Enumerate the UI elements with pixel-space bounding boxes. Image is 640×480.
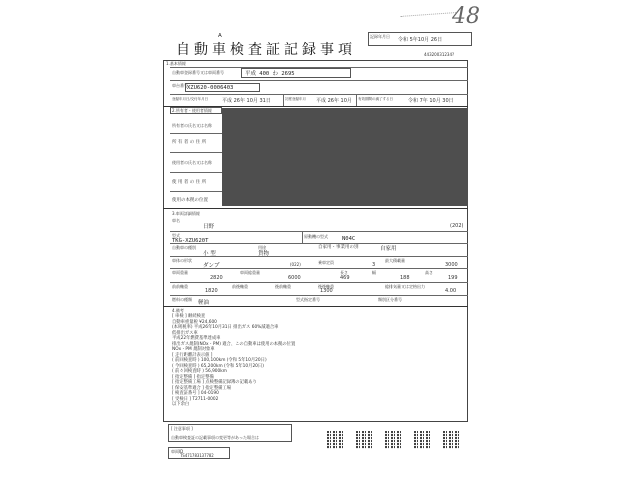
remarks-line: ( 前回検査時 ) 100,100km (令和 5年10月20日) (172, 358, 267, 363)
body: ダンプ (203, 263, 220, 269)
divider (356, 94, 357, 106)
class-no-label: 類別区分番号 (378, 297, 402, 302)
first-year-label: 初度登録年月 (285, 97, 306, 101)
gross-label: 車両総重量 (240, 270, 260, 275)
section-owner-tag (170, 107, 222, 114)
owner-name-label: 所有者の氏名又は名称 (172, 123, 212, 128)
front-front-axle-label: 前前軸重 (172, 284, 188, 289)
divider (163, 306, 468, 307)
section-basic-label: 1.基本情報 (166, 61, 186, 66)
remarks-line: ( 今回検査時 ) 65,200km (令和 5年10月20日) (172, 363, 264, 369)
weight-label: 車両重量 (172, 270, 188, 275)
remarks-line: [ 検査証番号 ] 04-0190 (172, 391, 219, 396)
height: 199 (448, 275, 458, 281)
user-name-label: 使用者の氏名又は名称 (172, 160, 212, 165)
model-no-label: 型式指定番号 (296, 297, 320, 302)
qr-code (385, 431, 403, 449)
reg-number-label: 自動車登録番号又は車両番号 (172, 70, 224, 75)
capacity: 3 (372, 262, 376, 268)
rear-front-axle-label: 後前軸重 (275, 284, 291, 289)
body-code: (022) (290, 262, 301, 267)
fuel-label: 燃料の種類 (172, 297, 192, 302)
first-year: 平成 26年 10月 (316, 98, 352, 104)
first-reg-label: 登録年月日/交付年月日 (172, 97, 209, 101)
remarks-line: 排出ガス規制(NOx・PM) 適合、この自動車は使用の本拠の位置 (172, 341, 296, 347)
rear-rear-axle: 1300 (320, 288, 333, 294)
divider (170, 191, 222, 192)
owner-address-label: 所 有 者 の 住 所 (172, 140, 207, 145)
qr-code (327, 431, 345, 449)
length: 469 (340, 275, 350, 281)
type: 小 型 (203, 251, 216, 257)
rear-rear-axle-label: 後後軸重 (318, 284, 334, 289)
vin: XZU620-0006403 (187, 85, 234, 91)
displacement: 4.00 (445, 288, 457, 294)
remarks-line: (本則税率) 平成26年10月31日 排出ガス 60%減適合車 (172, 325, 279, 330)
remarks-line: NOx・PM 規制対象車 (172, 347, 215, 352)
expiry: 令和 7年 10月 30日 (408, 98, 454, 104)
front-rear-axle-label: 前後軸重 (232, 284, 248, 289)
section-remarks-label: 4.備考 (172, 308, 184, 313)
model-label: 型式 (172, 233, 180, 238)
qr-code (414, 431, 432, 449)
notice-text: 自動車検査証の記載事項の変更等があった場合は (171, 435, 259, 440)
front-front-axle: 1820 (205, 288, 218, 294)
purpose: 自家用 (380, 246, 397, 252)
length-label: 長さ (340, 270, 348, 275)
maxload-label: 最大積載量 (385, 258, 405, 263)
weight: 2820 (210, 275, 223, 281)
divider (170, 172, 222, 173)
use: 貨物 (258, 251, 270, 257)
redacted-owner-info (222, 108, 468, 206)
remarks-line: [ 保安基準適合 ] 指定整備工場 (172, 385, 232, 391)
width-label: 幅 (372, 270, 376, 275)
divider (302, 231, 303, 243)
divider (170, 133, 222, 134)
type-label: 自動車の種別 (172, 245, 196, 250)
body-label: 車体の形状 (172, 258, 192, 263)
divider (170, 231, 468, 232)
remarks-line: 平成22年燃費基準達成車 (172, 336, 221, 341)
issue-date: 令和 5年10月 26日 (398, 37, 443, 43)
notice-label: [ 注意事項 ] (171, 426, 193, 431)
divider (170, 256, 468, 257)
remarks-line: [ 車検 ] 継続検査 (172, 314, 206, 319)
divider (283, 94, 284, 106)
remarks-line: [ 受検日 ] T2711-0002 (172, 396, 219, 402)
make-label: 車名 (172, 218, 180, 223)
record-id: TS471783137782 (180, 453, 214, 458)
reg-number: 平成 400 わ 2695 (245, 71, 295, 77)
displacement-label: 総排気量又は定格出力 (385, 284, 425, 289)
remarks-line: 以下余白 (172, 402, 190, 407)
remarks-line: [ 走行距離計表示値 ] (172, 352, 213, 358)
qr-code (356, 431, 374, 449)
height-label: 高さ (425, 270, 433, 275)
section-vehicle-label: 3.車両詳細情報 (172, 211, 200, 216)
handwritten-note: 48 (452, 4, 480, 29)
scribble (400, 6, 456, 17)
document-title: 自動車検査証記録事項 (176, 42, 356, 58)
make: 日野 (203, 224, 215, 230)
divider (170, 268, 468, 269)
maxload: 3000 (445, 262, 458, 268)
divider (170, 295, 468, 296)
section-owner-label: 2.所有者・使用者情報 (172, 108, 212, 113)
divider (170, 243, 468, 244)
base-location-label: 使用の本拠の位置 (172, 198, 208, 203)
divider (170, 94, 468, 95)
engine-label: 原動機の型式 (304, 234, 328, 239)
remarks-line: ( 前々回検査時 ) 56,900km (172, 369, 227, 374)
user-address-label: 使 用 者 の 住 所 (172, 180, 207, 185)
corner-letter: A (218, 33, 222, 39)
divider (170, 80, 468, 81)
remarks-line: 低排出ガス車 (172, 330, 198, 336)
record-id-label: 車両ID (171, 449, 184, 454)
width: 188 (400, 275, 410, 281)
purpose-label: 自家用・事業用の別 (318, 245, 359, 250)
issue-date-label: 記録年月日 (370, 34, 390, 39)
engine: N04C (342, 236, 356, 242)
divider (170, 282, 468, 283)
remarks-list (172, 314, 372, 408)
fuel: 軽油 (198, 300, 210, 306)
model: TKG-XZU620T (172, 238, 209, 244)
expiry-label: 有効期間の満了する日 (358, 97, 393, 101)
first-reg: 平成 26年 10月 31日 (222, 98, 271, 104)
vin-label: 車台番号 (172, 83, 188, 88)
divider (163, 208, 468, 209)
remarks-line: 自動車重量税 ¥24,600 (172, 319, 217, 325)
capacity-label: 乗車定員 (318, 260, 334, 265)
make-code: (202) (450, 223, 464, 229)
remarks-line: [ 指定整備工場 ] 点検整備記録簿の記載あり (172, 380, 257, 385)
qr-code (443, 431, 461, 449)
divider (170, 152, 222, 153)
use-label: 用途 (258, 245, 266, 250)
remarks-line: [ 指定整備 ] 指定整備 (172, 374, 214, 380)
document-number: 44320031234? (424, 52, 455, 57)
gross: 6000 (288, 275, 301, 281)
